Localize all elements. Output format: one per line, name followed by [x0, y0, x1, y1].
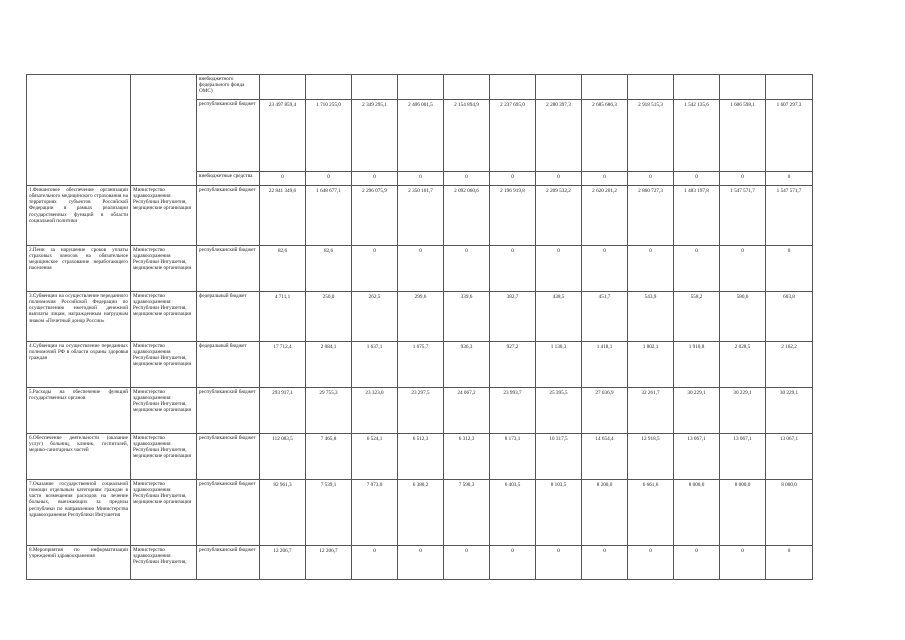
executor-cell: Министерство здравоохранения Республики Ингушетия, медицинские организации	[131, 246, 197, 292]
value-cell: 1 418,1	[582, 342, 628, 388]
value-cell: 8 000,0	[674, 480, 720, 546]
value-cell	[674, 75, 720, 100]
value-cell: 2 154 894,9	[444, 100, 490, 172]
budget-table	[26, 74, 813, 580]
value-cell: 82 961,3	[260, 480, 306, 546]
value-cell: 1 606 598,1	[720, 100, 766, 172]
value-cell: 2 028,5	[720, 342, 766, 388]
value-cell	[352, 75, 398, 100]
value-cell: 2 918 515,3	[628, 100, 674, 172]
value-cell: 12 206,7	[306, 546, 352, 580]
value-cell: 1 547 571,7	[766, 186, 813, 246]
value-cell: 12 206,7	[260, 546, 306, 580]
value-cell: 0	[674, 172, 720, 186]
value-cell: 7 465,8	[306, 434, 352, 480]
value-cell	[536, 75, 582, 100]
value-cell: 0	[536, 546, 582, 580]
value-cell: 0	[490, 546, 536, 580]
value-cell: 6 312,3	[444, 434, 490, 480]
value-cell: 0	[582, 546, 628, 580]
value-cell	[260, 75, 306, 100]
value-cell: 13 067,1	[766, 434, 813, 480]
executor-cell: Министерство здравоохранения Республики Ингушетия, медицинские организации	[131, 186, 197, 246]
source-cell: республиканский бюджет	[197, 100, 260, 172]
value-cell: 1 910,8	[674, 342, 720, 388]
value-cell: 451,7	[582, 292, 628, 342]
value-cell: 14 654,4	[582, 434, 628, 480]
value-cell: 1 802,1	[628, 342, 674, 388]
value-cell: 0	[674, 546, 720, 580]
value-cell: 8 103,5	[536, 480, 582, 546]
value-cell: 0	[582, 246, 628, 292]
value-cell: 7 590,3	[444, 480, 490, 546]
value-cell: 112 083,5	[260, 434, 306, 480]
value-cell: 1 648 677,1	[306, 186, 352, 246]
value-cell: 82,6	[260, 246, 306, 292]
value-cell: 1 542 135,6	[674, 100, 720, 172]
source-cell: федеральный бюджет	[197, 342, 260, 388]
value-cell	[490, 75, 536, 100]
value-cell: 339,6	[444, 292, 490, 342]
value-cell: 8 000,0	[720, 480, 766, 546]
table-row	[27, 546, 813, 580]
value-cell: 0	[766, 246, 813, 292]
value-cell: 2 196 919,8	[490, 186, 536, 246]
value-cell	[766, 75, 813, 100]
value-cell: 580,6	[720, 292, 766, 342]
value-cell: 1 607 297,3	[766, 100, 813, 172]
value-cell: 23 497 859,4	[260, 100, 306, 172]
value-cell: 1 675,7	[398, 342, 444, 388]
value-cell: 23 323,0	[352, 388, 398, 434]
value-cell: 0	[674, 246, 720, 292]
value-cell: 2 349 295,1	[352, 100, 398, 172]
value-cell: 2 296 075,9	[352, 186, 398, 246]
source-cell: внебюджетного федерального фонда ОМС)	[197, 75, 260, 100]
value-cell: 558,2	[674, 292, 720, 342]
value-cell: 299,6	[398, 292, 444, 342]
value-cell: 0	[444, 172, 490, 186]
executor-cell: Министерство здравоохранения Республики Ингушетия, медицинские организации	[131, 292, 197, 342]
value-cell: 0	[628, 546, 674, 580]
value-cell: 13 067,1	[674, 434, 720, 480]
value-cell: 0	[398, 172, 444, 186]
value-cell: 936,3	[444, 342, 490, 388]
value-cell: 0	[628, 172, 674, 186]
value-cell: 8 173,1	[490, 434, 536, 480]
value-cell: 2 092 060,6	[444, 186, 490, 246]
value-cell: 13 067,1	[720, 434, 766, 480]
value-cell: 29 755,3	[306, 388, 352, 434]
value-cell: 2 406 001,5	[398, 100, 444, 172]
value-cell: 32 261,7	[628, 388, 674, 434]
activity-name-cell: 8.Мероприятия по информатизации учреждений здравоохранения	[27, 546, 131, 580]
value-cell: 82,6	[306, 246, 352, 292]
value-cell: 0	[536, 246, 582, 292]
value-cell: 25 395,5	[536, 388, 582, 434]
activity-name-cell: 2.Пени за нарушение сроков уплаты страховых взносов на обязательное медицинское страхование неработающего населения	[27, 246, 131, 292]
value-cell: 382,7	[490, 292, 536, 342]
table-row	[27, 342, 813, 388]
table-row	[27, 186, 813, 246]
value-cell: 262,5	[352, 292, 398, 342]
value-cell: 0	[260, 172, 306, 186]
table-row	[27, 434, 813, 480]
value-cell: 30 229,1	[674, 388, 720, 434]
source-cell: республиканский бюджет	[197, 246, 260, 292]
value-cell	[306, 75, 352, 100]
executor-cell: Министерство здравоохранения Республики Ингушетия,	[131, 546, 197, 580]
value-cell: 603,8	[766, 292, 813, 342]
activity-name-cell: 1.Финансовое обеспечение организации обязательного медицинского страхования на территориях субъектов Российской Федерации в рамках реализации государственных функций в области социальной политики	[27, 186, 131, 246]
table-row	[27, 75, 813, 100]
value-cell: 0	[398, 546, 444, 580]
value-cell	[444, 75, 490, 100]
value-cell: 0	[582, 172, 628, 186]
executor-cell: Министерство здравоохранения Республики Ингушетия, медицинские организации	[131, 480, 197, 546]
table-row	[27, 388, 813, 434]
value-cell: 0	[444, 546, 490, 580]
value-cell: 1 483 197,8	[674, 186, 720, 246]
value-cell: 0	[720, 546, 766, 580]
activity-name-cell: 5.Расходы на обеспечение функций государственных органов	[27, 388, 131, 434]
value-cell: 2 685 686,3	[582, 100, 628, 172]
source-cell: республиканский бюджет	[197, 480, 260, 546]
value-cell: 8 000,0	[766, 480, 813, 546]
source-cell: республиканский бюджет	[197, 388, 260, 434]
value-cell: 1 710 255,0	[306, 100, 352, 172]
executor-cell: Министерство здравоохранения Республики Ингушетия, медицинские организации	[131, 342, 197, 388]
value-cell: 6 512,3	[398, 434, 444, 480]
value-cell: 0	[766, 172, 813, 186]
activity-name-cell: 3.Субвенции на осуществление переданного полномочия Российской Федерации по осуществлению ежегодной денежной выплаты лицам, награжденным нагрудным знаком «Почетный донор России»	[27, 292, 131, 342]
activity-name-cell: 4.Субвенции на осуществление переданных полномочий РФ в области охраны здоровья граждан	[27, 342, 131, 388]
value-cell	[582, 75, 628, 100]
source-cell: внебюджетные средства	[197, 172, 260, 186]
value-cell: 0	[352, 172, 398, 186]
value-cell: 2 350 101,7	[398, 186, 444, 246]
executor-cell: Министерство здравоохранения Республики Ингушетия, медицинские организации	[131, 388, 197, 434]
value-cell: 927,2	[490, 342, 536, 388]
value-cell: 10 317,5	[536, 434, 582, 480]
value-cell	[720, 75, 766, 100]
source-cell: республиканский бюджет	[197, 186, 260, 246]
value-cell: 6 380,2	[398, 480, 444, 546]
value-cell: 6 661,6	[628, 480, 674, 546]
value-cell: 250,0	[306, 292, 352, 342]
activity-name-cell: 6.Обеспечение деятельности (оказание услуг) больниц, клиник, госпиталей, медико-санитарных частей	[27, 434, 131, 480]
source-cell: федеральный бюджет	[197, 292, 260, 342]
value-cell: 2 237 695,0	[490, 100, 536, 172]
value-cell: 2 620 201,2	[582, 186, 628, 246]
value-cell: 23 297,5	[398, 388, 444, 434]
value-cell: 2 860 727,3	[628, 186, 674, 246]
value-cell: 0	[490, 172, 536, 186]
table-row	[27, 480, 813, 546]
table-row	[27, 292, 813, 342]
value-cell: 0	[720, 172, 766, 186]
value-cell: 7 073,0	[352, 480, 398, 546]
value-cell: 2 209 532,2	[536, 186, 582, 246]
value-cell: 0	[490, 246, 536, 292]
value-cell: 6 403,5	[490, 480, 536, 546]
value-cell: 22 841 349,6	[260, 186, 306, 246]
value-cell: 0	[352, 246, 398, 292]
value-cell: 0	[306, 172, 352, 186]
value-cell: 2 280 397,3	[536, 100, 582, 172]
value-cell: 0	[398, 246, 444, 292]
value-cell: 543,9	[628, 292, 674, 342]
value-cell: 0	[536, 172, 582, 186]
executor-cell	[131, 75, 197, 186]
activity-name-cell: 7.Оказание государственной социальной помощи отдельным категориям граждан в части возмещения расходов на лечение больных, выезжающих за пределы республики по направлению Министерства здравоохранения Республики Ингушетия	[27, 480, 131, 546]
value-cell: 12 918,5	[628, 434, 674, 480]
value-cell: 2 084,1	[306, 342, 352, 388]
value-cell: 293 917,1	[260, 388, 306, 434]
value-cell: 1 547 571,7	[720, 186, 766, 246]
value-cell: 1 637,1	[352, 342, 398, 388]
value-cell: 4 711,1	[260, 292, 306, 342]
value-cell: 1 130,3	[536, 342, 582, 388]
value-cell	[398, 75, 444, 100]
value-cell: 6 524,1	[352, 434, 398, 480]
name-cell	[27, 75, 131, 186]
value-cell: 2 162,2	[766, 342, 813, 388]
value-cell: 438,5	[536, 292, 582, 342]
value-cell: 27 036,9	[582, 388, 628, 434]
table-body	[27, 75, 813, 580]
value-cell: 0	[720, 246, 766, 292]
value-cell	[628, 75, 674, 100]
value-cell: 7 539,1	[306, 480, 352, 546]
value-cell: 23 993,7	[490, 388, 536, 434]
value-cell: 17 712,4	[260, 342, 306, 388]
value-cell: 24 067,2	[444, 388, 490, 434]
value-cell: 8 200,0	[582, 480, 628, 546]
value-cell: 30 229,1	[766, 388, 813, 434]
source-cell: республиканский бюджет	[197, 434, 260, 480]
value-cell: 0	[766, 546, 813, 580]
value-cell: 30 229,1	[720, 388, 766, 434]
source-cell: республиканский бюджет	[197, 546, 260, 580]
executor-cell: Министерство здравоохранения Республики Ингушетия, медицинские организации	[131, 434, 197, 480]
value-cell: 0	[628, 246, 674, 292]
table-row	[27, 246, 813, 292]
value-cell: 0	[352, 546, 398, 580]
value-cell: 0	[444, 246, 490, 292]
